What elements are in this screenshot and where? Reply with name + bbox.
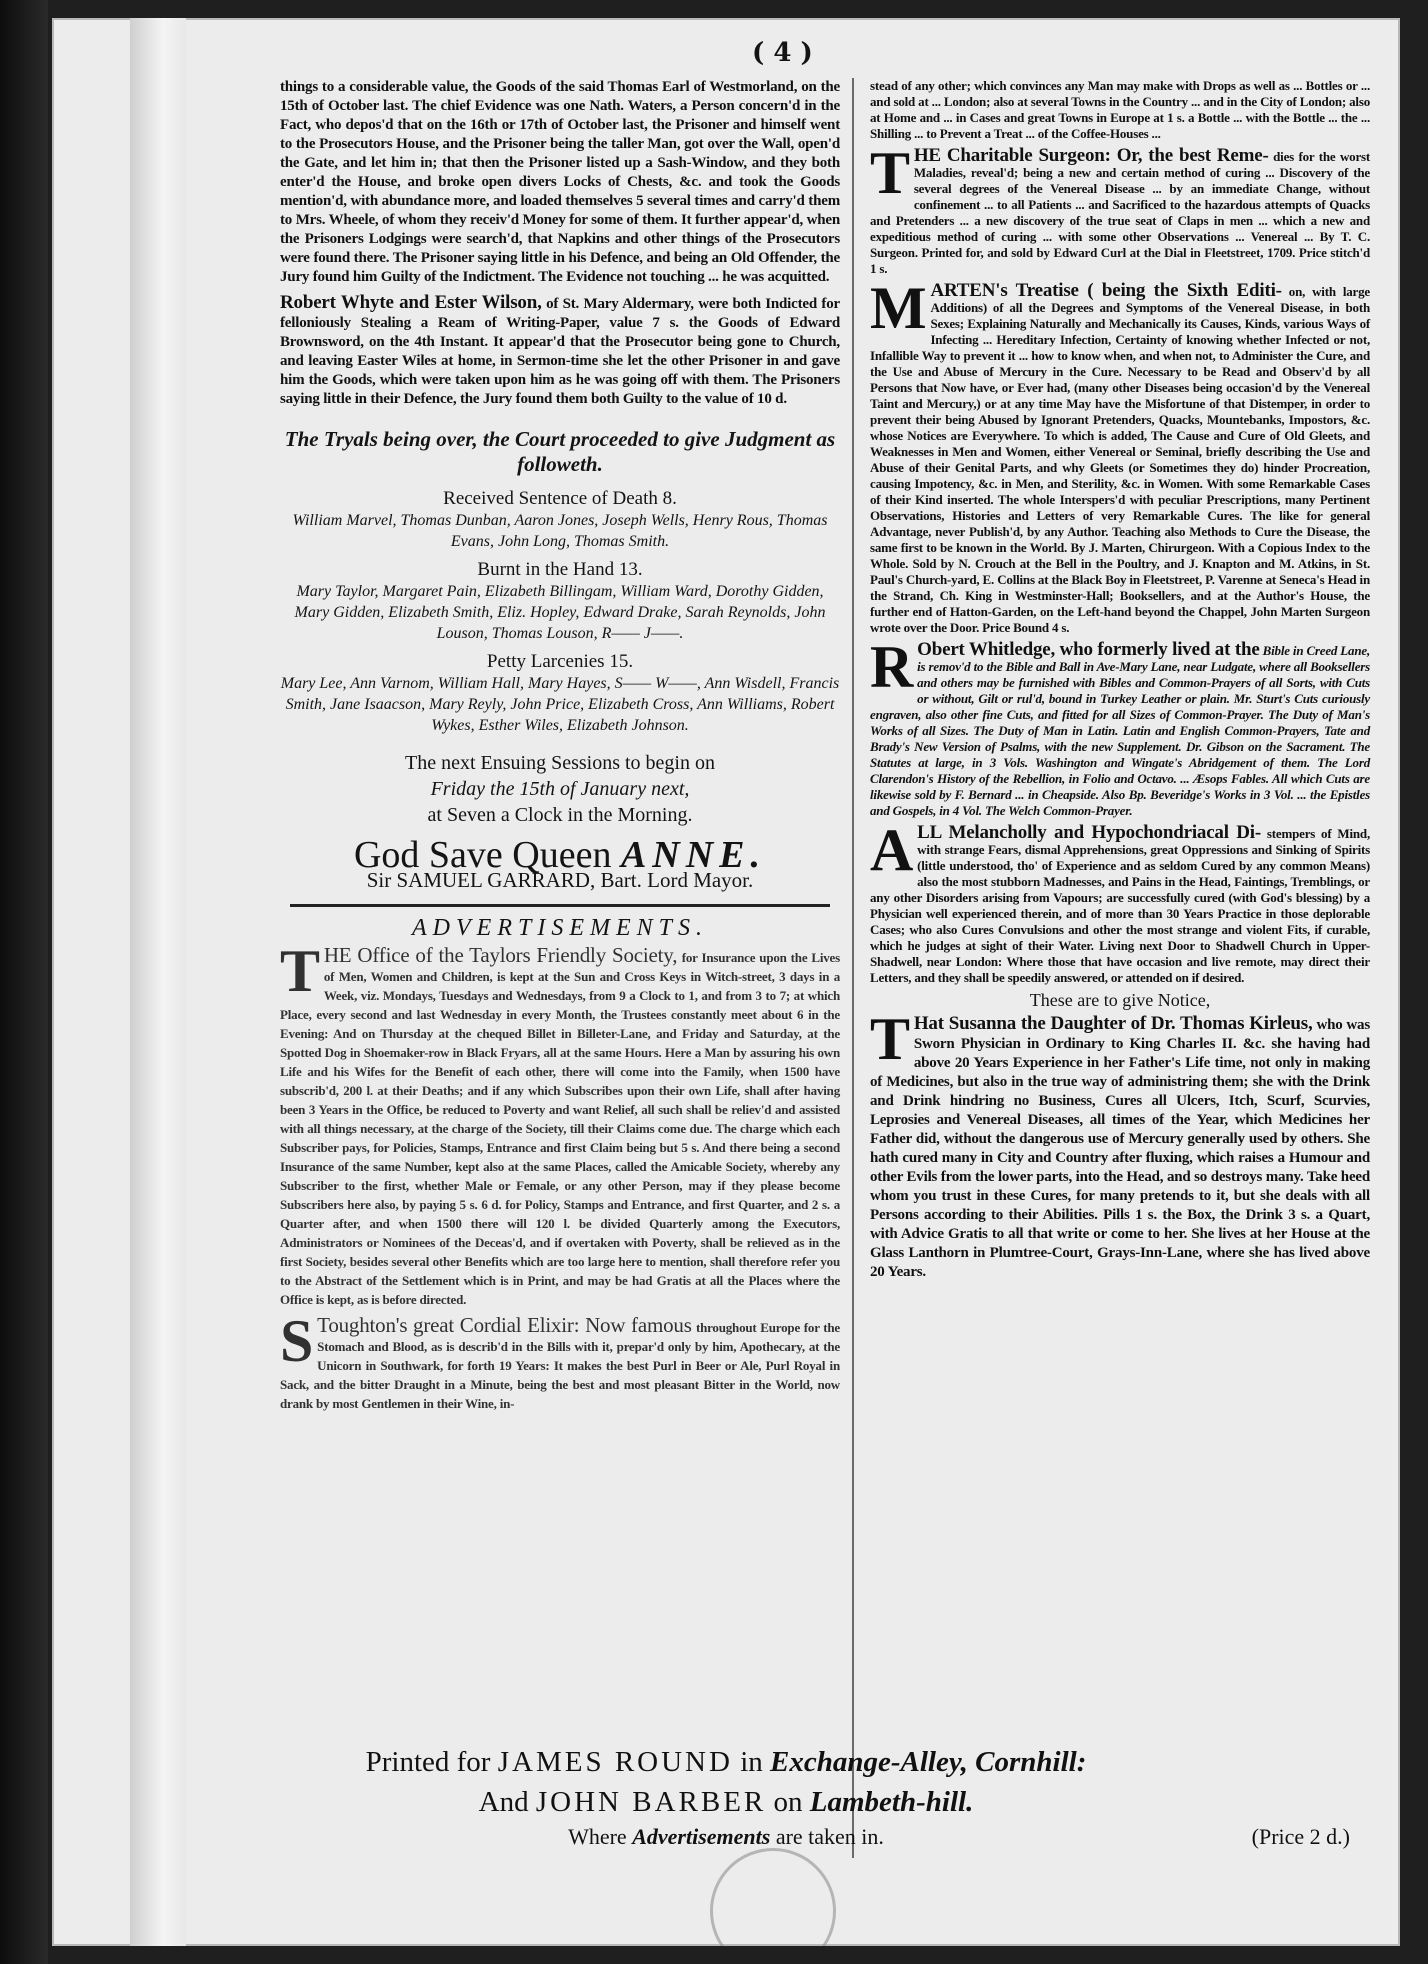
lord-mayor-line: Sir SAMUEL GARRARD, Bart. Lord Mayor.: [366, 868, 754, 892]
sessions-line-2: Friday the 15th of January next,: [430, 778, 690, 800]
notice-heading: These are to give Notice,: [1029, 990, 1211, 1010]
binding-gutter: [130, 18, 186, 1946]
imprint-on: on: [773, 1786, 803, 1818]
left-column: [280, 78, 840, 1420]
page-number: ( 4 ): [752, 38, 813, 68]
stoughton-dropcap: S: [280, 1308, 314, 1374]
imprint-advertisements: Advertisements: [632, 1824, 771, 1849]
notice-text: who was Sworn Physician in Ordinary to King Charles II. &c. she having had above 20 Years Experience in her Father's Life time, not only in making of Medicines, but also in the true way of administring them; she with the Drink and Drink hindring no Business, Cures all Ulcers, Itch, Scurf, Scurvies, Leprosies and Venereal Diseases, all times of the Year, which Medicines her Father did, without the dangerous use of Mercury generally used by others. She hath cured many in City and Country after fluxing, which raises a Humour and other Evils from the lower parts, into the Head, and so destroys many. Take heed whom you trust in these Cures, for many pretends to it, but she deals with all Persons according to their Abilities. Pills 1 s. the Box, the Drink 3 s. a Quart, with Advice Gratis to all that write or come to her. She lives at her House at the Glass Lanthorn in Plumtree-Court, Grays-Inn-Lane, where she has lived above 20 Years.: [870, 1017, 1370, 1280]
imprint-where: Where: [568, 1824, 627, 1849]
god-save-prefix: God Save Queen: [353, 834, 612, 876]
martens-advert: [870, 275, 1370, 636]
petty-heading: Petty Larcenies 15.: [486, 651, 634, 672]
martens-lead: ARTEN's Treatise ( being the Sixth Editi-: [930, 280, 1282, 301]
imprint-line-2: [52, 1786, 1400, 1819]
imprint-printed-for: Printed for: [365, 1746, 491, 1778]
whitledge-advert: [870, 634, 1370, 819]
horizontal-rule: [290, 904, 830, 907]
imprint-price: (Price 2 d.): [1251, 1824, 1350, 1849]
melancholy-text: stempers of Mind, with strange Fears, dismal Apprehensions, great Oppressions and Sinking of Spirits (little understood, tho' of Experience and as seldom Cured by any common Means) also the most stubborn Madnesses, and Pains in the Head, Faintings, Tremblings, or any other Disorders arising from Vapours; are successfully cured (with God's blessing) by a Physician well experienced therein, and of more than 30 Years Practice in those deplorable Cases; who also Cures Convulsions and other the most strange and violent Fits, if curable, which he judges at sight of their Water. Living next Door to Shadwell Church in Upper-Shadwell, near London: Where those that have occasion and live remote, may direct their Letters, and they shall be speedily answered, or attended on if desired.: [870, 826, 1370, 985]
notice-dropcap: T: [870, 1006, 910, 1072]
imprint-in: in: [740, 1746, 763, 1778]
death-heading: Received Sentence of Death 8.: [443, 488, 677, 509]
imprint-lambeth-hill: Lambeth-hill.: [809, 1786, 974, 1818]
imprint-taken-in: are taken in.: [775, 1824, 884, 1849]
stoughton-text: throughout Europe for the Stomach and Blood, as is describ'd in the Bills with it, prepar'd only by him, Apothecary, at the Unicorn in Southwark, for forth 19 Years: It makes the best Purl in Beer or Ale, Purl Royal in Sack, and the bitter Draught in a Minute, being the best and most pleasant Bitter in the World, now drank by most Gentlemen in their Wine, in-: [280, 1320, 840, 1411]
whitledge-text: Bible in Creed Lane, is remov'd to the Bible and Ball in Ave-Mary Lane, near Ludgate, where all Booksellers and others may be furnished with Bibles and Common-Prayers of all Sorts, with Cuts or without, Gilt or rul'd, bound in Turkey Leather or plain. Mr. Sturt's Cuts curiously engraven, also other fine Cuts, and fitted for all Sizes of Common-Prayer. The Duty of Man's Works of all Sizes. The Duty of Man in Latin. Latin and English Common-Prayers, Tate and Brady's New Version of Psalms, with the new Supplement. Dr. Gibson on the Sacrament. The Statutes at large, in 3 Vols. Washington and Wingate's Abridgement of them. The Lord Clarendon's History of the Rebellion, in Folio and Octavo. ... Æsops Fables. All which Cuts are likewise sold by F. Bernard ... in Cheapside. Also Bp. Beveridge's Works in 3 Vol. ... the Epistles and Gospels, in 4 Vol. The Welch Common-Prayer.: [870, 643, 1370, 818]
taylors-text: for Insurance upon the Lives of Men, Women and Children, is kept at the Sun and Cross Keys in Witch-street, 3 days in a Week, viz. Mondays, Tuesdays and Wednesdays, from 9 a Clock to 1, and from 3 to 7; at which Place, every second and last Wednesday in every Month, the Trustees constantly meet about 6 in the Evening: And on Thursday at the chequed Billet in Billeter-Lane, and Friday and Saturday, at the Spotted Dog in Shoemaker-row in Black Fryars, all at the same Hours. Here a Man by assuring his own Life and his Wifes for the Benefit of each other, there will come into the Family, when 1500 have subscrib'd, 200 l. at their Deaths; and if any which Subscribes upon their own Life, shall after having been 3 Years in the Office, be reduced to Poverty and want Relief, all such shall be reliev'd and assisted with all things necessary, at the charge of the Society, till their Claims come due. The charge which each Subscriber pays, for Policies, Stamps, Entrance and first Claim being but 5 s. And there being a second Insurance of the same Number, kept also at the same Places, called the Amicable Society, whereby any Subscriber to the first, whether Male or Female, or any other Person, may if they please become Subscribers here also, by paying 5 s. 6 d. for Policy, Stamps and Entrance, and first Quarter, and 2 s. a Quarter after, and when 1500 there will 120 l. be divided Quarterly among the Executors, Administrators or Nominees of the Deceas'd, and if overtaken with Poverty, shall be relieved as in the first Society, besides several other Benefits which are too large here to mention, shall therefore refer you to the Abstract of the Settlement which is in Print, and may be had Gratis at all the Places where the Office is kept, as is before directed.: [280, 950, 840, 1307]
advertisements-title: ADVERTISEMENTS.: [412, 915, 708, 941]
taylors-advert: [280, 938, 840, 1310]
trial-paragraph: things to a considerable value, the Goods of the said Thomas Earl of Westmorland, on the 15th of October last. The chief Evidence was one Nath. Waters, a Person concern'd in the Fact, who depos'd that on the 16th or 17th of October last, the Prisoner and himself went to the Prosecutors House, and the Prisoner being the taller Man, got over the Wall, open'd the Gate, and let him in; that then the Prisoner listed up a Sash-Window, and they both enter'd the House, and broke open divers Locks of Chests, &c. and took the Goods mention'd, with abundance more, and loaded themselves 5 several times and carry'd them to Mrs. Wheele, of whom they receiv'd Money for some of them. It further appear'd, when the Prisoners Lodgings were search'd, that Napkins and other things of the Prosecutors were found there. The Prisoner saying little in his Defence, and being an Old Offender, the Jury found him Guilty of the Indictment. The Evidence not touching ... he was acquitted.: [280, 79, 840, 285]
judgment-heading: The Tryals being over, the Court proceeded to give Judgment as followeth.: [284, 427, 836, 476]
melancholy-lead: LL Melancholly and Hypochondriacal Di-: [917, 822, 1261, 843]
sessions-line-3: at Seven a Clock in the Morning.: [427, 804, 693, 826]
sessions-line-1: The next Ensuing Sessions to begin on: [405, 752, 715, 774]
martens-dropcap: M: [870, 275, 927, 341]
library-stamp-icon: [710, 1848, 836, 1946]
death-names: William Marvel, Thomas Dunban, Aaron Jones, Joseph Wells, Henry Rous, Thomas Evans, John Long, Thomas Smith.: [292, 512, 828, 550]
next-sessions: [280, 750, 840, 828]
stoughton-advert: [280, 1308, 840, 1414]
kirleus-notice: [870, 1006, 1370, 1282]
whitledge-lead: Obert Whitledge, who formerly lived at the: [917, 639, 1260, 660]
imprint-exchange-alley: Exchange-Alley, Cornhill:: [770, 1746, 1087, 1778]
imprint-and: And: [478, 1786, 529, 1818]
stoughton-lead: Toughton's great Cordial Elixir: Now famous: [317, 1313, 692, 1337]
melancholy-advert: [870, 817, 1370, 986]
surgeon-lead: HE Charitable Surgeon: Or, the best Reme-: [913, 145, 1269, 166]
taylors-dropcap: T: [280, 938, 320, 1004]
imprint-john-barber: JOHN BARBER: [535, 1786, 767, 1818]
second-case: [280, 293, 840, 409]
newspaper-page: [52, 18, 1400, 1946]
second-case-names: Robert Whyte and Ester Wilson,: [280, 292, 542, 313]
whitledge-dropcap: R: [870, 634, 914, 700]
taylors-lead: HE Office of the Taylors Friendly Society,: [323, 943, 678, 967]
petty-names: Mary Lee, Ann Varnom, William Hall, Mary Hayes, S—— W——, Ann Wisdell, Francis Smith, Jane Isaacson, Mary Reyly, John Price, Elizabeth Cross, Ann Williams, Robert Wykes, Esther Wiles, Elizabeth Johnson.: [280, 675, 840, 734]
burnt-names: Mary Taylor, Margaret Pain, Elizabeth Billingam, William Ward, Dorothy Gidden, Mary Gidden, Elizabeth Smith, Eliz. Hopley, Edward Drake, Sarah Reynolds, John Louson, Thomas Louson, R—— J——.: [294, 583, 826, 642]
surgeon-advert: [870, 140, 1371, 277]
queen-name: ANNE.: [620, 834, 767, 876]
scan-edge-shadow: [0, 0, 48, 1964]
column-divider: [852, 78, 854, 1858]
surgeon-dropcap: T: [870, 140, 910, 206]
burnt-heading: Burnt in the Hand 13.: [477, 559, 643, 580]
god-save-queen: [280, 834, 840, 876]
martens-text: on, with large Additions) of all the Degrees and Symptoms of the Venereal Disease, in both Sexes; Explaining Naturally and Mechanically its Causes, Kinds, various Ways of Infecting ... Hereditary Infection, Certainty of knowing whether Infected or not, Infallible Way to prevent it ... how to know when, and when not, to Administer the Cure, and the Use and Abuse of Mercury in the Cure. Necessary to be Read and Observ'd by all Persons that Now have, or Ever had, (many other Diseases being occasion'd by the Venereal Taint and Mercury,) or at any time May have the Misfortune of that Distemper, in order to prevent their being Abused by Ignorant Pretenders, Quacks, Mountebanks, Impostors, &c. whose Notices are Everywhere. To which is added, The Cause and Cure of Old Gleets, and Weaknesses in Men and Women, either Venereal or Seminal, briefly describing the Use and Abuse of their Genital Parts, and why Gleets (or Sometimes they do) hinder Procreation, causing Impotency, &c. in Men, and Sterility, &c. in Women. With some Remarkable Cases of their Kind inserted. The whole Interspers'd with peculiar Prescriptions, many Pertinent Observations, Histories and Letters of very Remarkable Cures. The like for general Advantage, never Publish'd, by any Author. Teaching also Methods to Cure the Disease, the same first to be known in the World. By J. Marten, Chirurgeon. With a Copious Index to the Whole. Sold by N. Crouch at the Bell in the Poultry, and J. Knapton and M. Atkins, in St. Paul's Church-yard, E. Collins at the Black Boy in Fleetstreet, P. Varenne at Seneca's Head in the Strand, Ch. King in Westminster-Hall; Booksellers, and at the Author's House, the further end of Hatton-Garden, on the Left-hand beyond the Chappel, John Marten Surgeon wrote over the Door. Price Bound 4 s.: [870, 284, 1370, 635]
second-case-text: of St. Mary Aldermary, were both Indicted for felloniously Stealing a Ream of Writing-Paper, value 7 s. the Goods of Edward Brownsword, on the 4th Instant. It appear'd that the Prosecutor being gone to Church, and leaving Easter Wiles at home, in Sermon-time she let the other Prisoner in and gave him the Goods, which were taken upon him as he was going off with them. The Prisoners saying little in their Defence, the Jury found them both Guilty to the value of 10 d.: [280, 296, 840, 407]
imprint-james-round: JAMES ROUND: [497, 1746, 733, 1778]
imprint-line-1: [52, 1746, 1400, 1779]
imprint-line-3: [52, 1824, 1400, 1850]
surgeon-text: dies for the worst Maladies, reveal'd; being a new and certain method of curing ... Discovery of the several degrees of the Venereal Disease ... by an immediate Change, without confinement ... to all Patients ... and Sacrificed to the hazardous attempts of Quacks and Pretenders ... a new discovery of the true seat of Claps in men ... which a new and expeditious method of curing ... with some other Observations ... Venereal ... By T. C. Surgeon. Printed for, and sold by Edward Curl at the Dial in Fleetstreet, 1709. Price stitch'd 1 s.: [870, 149, 1371, 276]
right-top-paragraph: stead of any other; which convinces any Man may make with Drops as well as ... Bottles or ... and sold at ... London; also at several Towns in the Country ... and in the City of London; also at Home and ... in Cases and great Towns in Europe at 1 s. a Bottle ... with the Bottle ... the ... Shilling ... to Prevent a Treat ... of the Coffee-Houses ...: [870, 78, 1370, 141]
notice-lead: Hat Susanna the Daughter of Dr. Thomas Kirleus,: [913, 1013, 1313, 1034]
melancholy-dropcap: A: [870, 817, 914, 883]
right-column: [870, 78, 1370, 1288]
